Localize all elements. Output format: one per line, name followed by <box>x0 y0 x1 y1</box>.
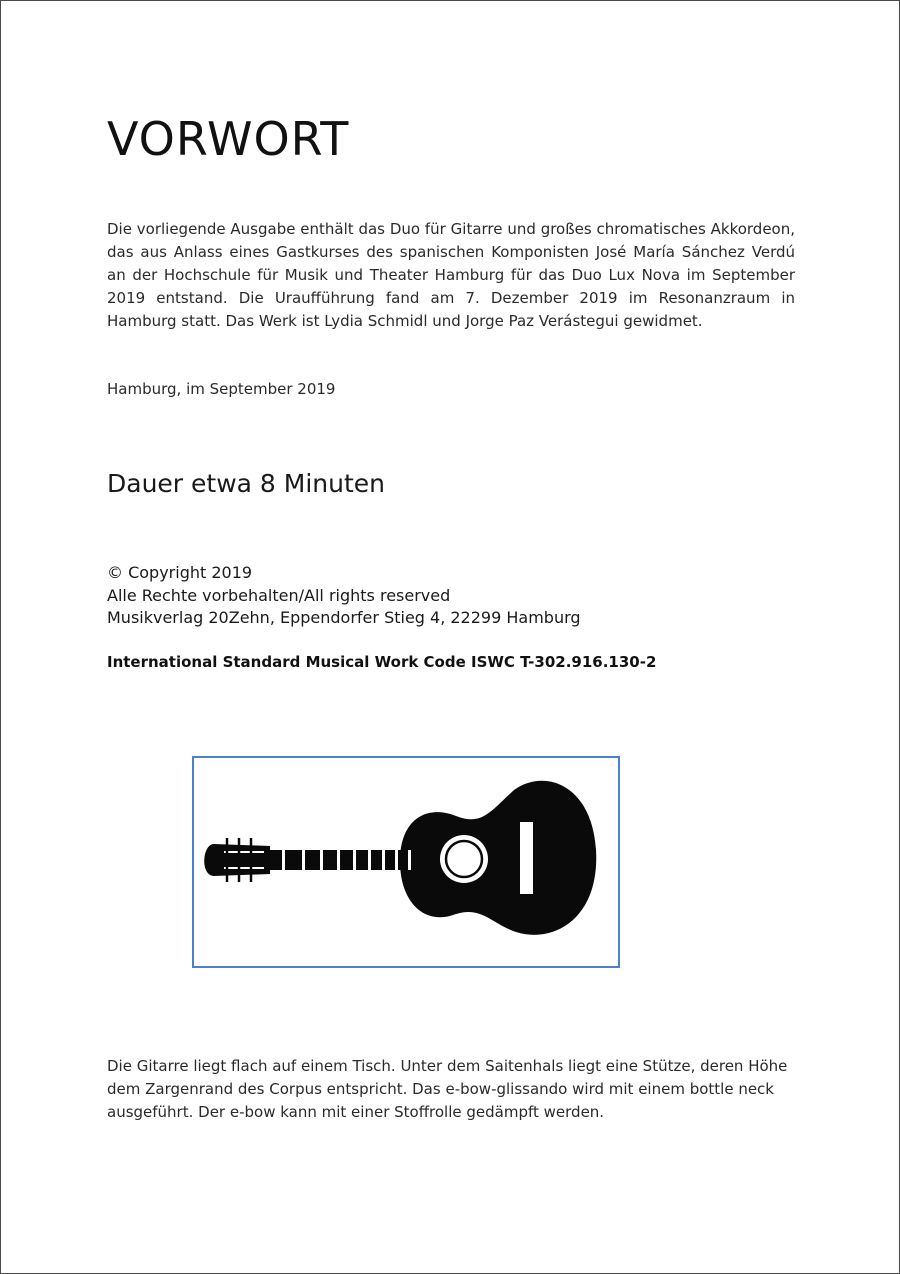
page-title: VORWORT <box>107 112 350 166</box>
rights-line: Alle Rechte vorbehalten/All rights reserved <box>107 585 451 605</box>
duration-text: Dauer etwa 8 Minuten <box>107 469 386 498</box>
iswc-code: International Standard Musical Work Code ISWC T-302.916.130-2 <box>107 653 657 671</box>
intro-paragraph: Die vorliegende Ausgabe enthält das Duo für Gitarre und großes chromatisches Akkordeon, das aus Anlass eines Gastkurses des spanischen Komponisten José María Sánchez Verdú an der Hochschule für Musik und Theater Hamburg für das Duo Lux Nova im September 2019 entstand. Die Uraufführung fand am 7. Dezember 2019 im Resonanzraum in Hamburg statt. Das Werk ist Lydia Schmidl und Jorge Paz Verástegui gewidmet. <box>107 220 795 330</box>
performance-notes: Die Gitarre liegt flach auf einem Tisch. Unter dem Saitenhals liegt eine Stütze, deren Höhe dem Zargenrand des Corpus entspricht. Das e-bow-glissando wird mit einem bottle neck ausgeführt. Der e-bow kann mit einer Stoffrolle gedämpft werden. <box>107 1057 788 1121</box>
guitar-icon <box>194 758 618 966</box>
copyright-line: © Copyright 2019 <box>107 563 253 582</box>
publisher-address: Musikverlag 20Zehn, Eppendorfer Stieg 4, 22299 Hamburg <box>107 608 581 627</box>
place-date: Hamburg, im September 2019 <box>107 380 336 398</box>
copyright-block <box>107 562 581 630</box>
guitar-illustration-frame <box>192 756 620 968</box>
